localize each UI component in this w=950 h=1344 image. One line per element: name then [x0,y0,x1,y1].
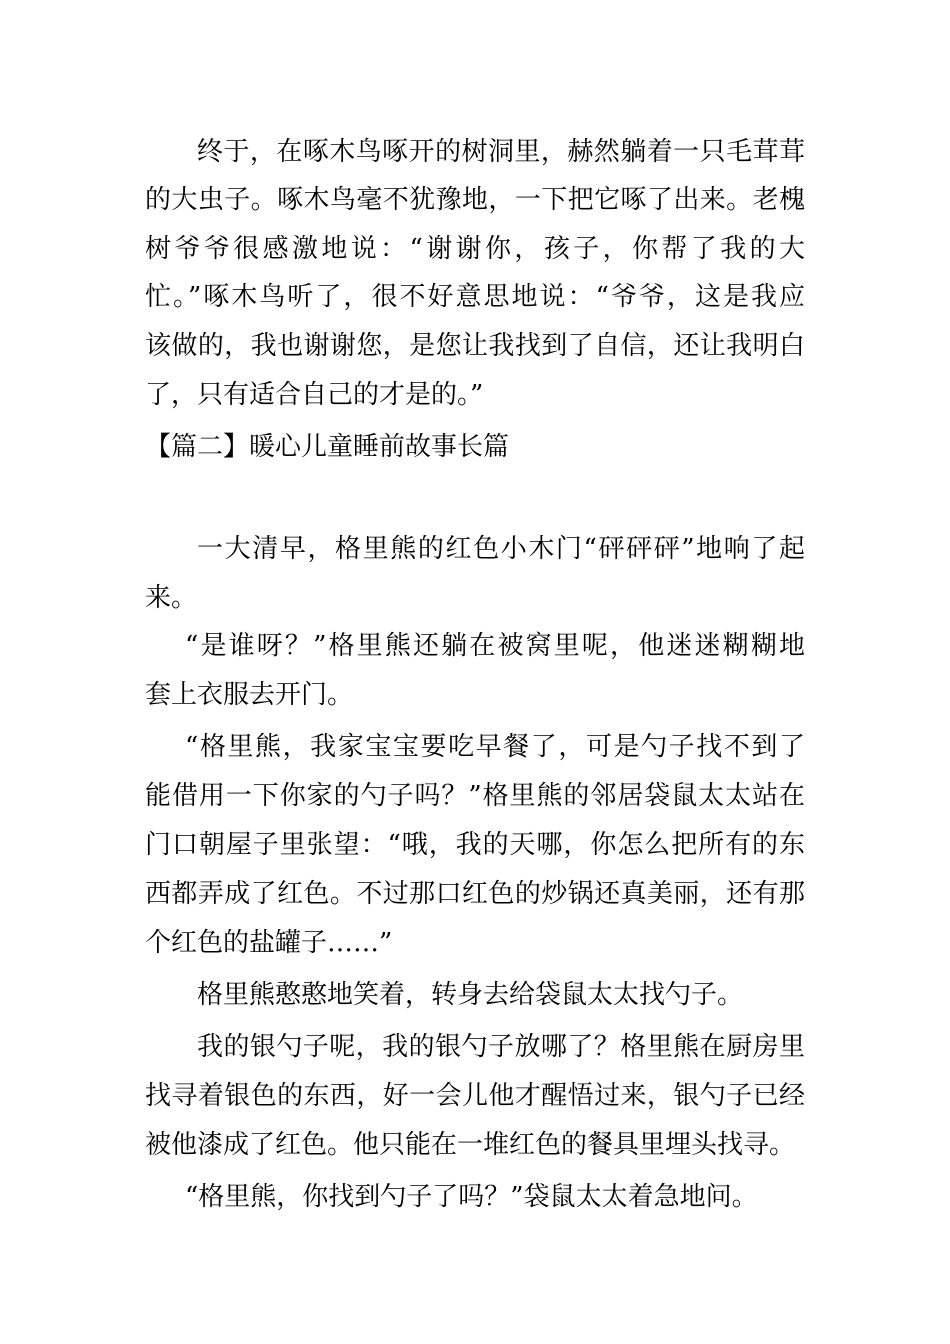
paragraph-line: “格里熊，我家宝宝要吃早餐了，可是勺子找不到了 [185,732,805,762]
paragraph-line: 该做的，我也谢谢您，是您让我找到了自信，还让我明白 [145,331,805,361]
paragraph-line: 了，只有适合自己的才是的。” [145,380,484,410]
paragraph-line: “格里熊，你找到勺子了吗？”袋鼠太太着急地问。 [185,1182,758,1212]
paragraph-line: 个红色的盐罐子……” [145,928,393,958]
paragraph-line: 被他漆成了红色。他只能在一堆红色的餐具里埋头找寻。 [145,1130,796,1160]
paragraph-line: 能借用一下你家的勺子吗？”格里熊的邻居袋鼠太太站在 [145,781,805,811]
paragraph-line: 来。 [145,583,198,613]
paragraph-line: 一大清早，格里熊的红色小木门“砰砰砰”地响了起 [197,534,805,564]
paragraph-line: 格里熊憨憨地笑着，转身去给袋鼠太太找勺子。 [197,980,744,1010]
paragraph-line: 终于，在啄木鸟啄开的树洞里，赫然躺着一只毛茸茸 [197,137,805,167]
paragraph-line: 的大虫子。啄木鸟毫不犹豫地，一下把它啄了出来。老槐 [145,185,805,215]
paragraph-line: 门口朝屋子里张望：“哦，我的天哪，你怎么把所有的东 [145,830,805,860]
paragraph-line: 树爷爷很感激地说：“谢谢你，孩子，你帮了我的大 [145,234,805,264]
paragraph-line: 找寻着银色的东西，好一会儿他才醒悟过来，银勺子已经 [145,1081,805,1111]
paragraph-line: “是谁呀？”格里熊还躺在被窝里呢，他迷迷糊糊地 [185,631,805,661]
section-heading: 【篇二】暖心儿童睡前故事长篇 [145,432,510,462]
paragraph-line: 我的银勺子呢，我的银勺子放哪了？格里熊在厨房里 [197,1032,805,1062]
paragraph-line: 套上衣服去开门。 [145,680,354,710]
paragraph-line: 忙。”啄木鸟听了，很不好意思地说：“爷爷，这是我应 [145,282,805,312]
paragraph-line: 西都弄成了红色。不过那口红色的炒锅还真美丽，还有那 [145,879,805,909]
